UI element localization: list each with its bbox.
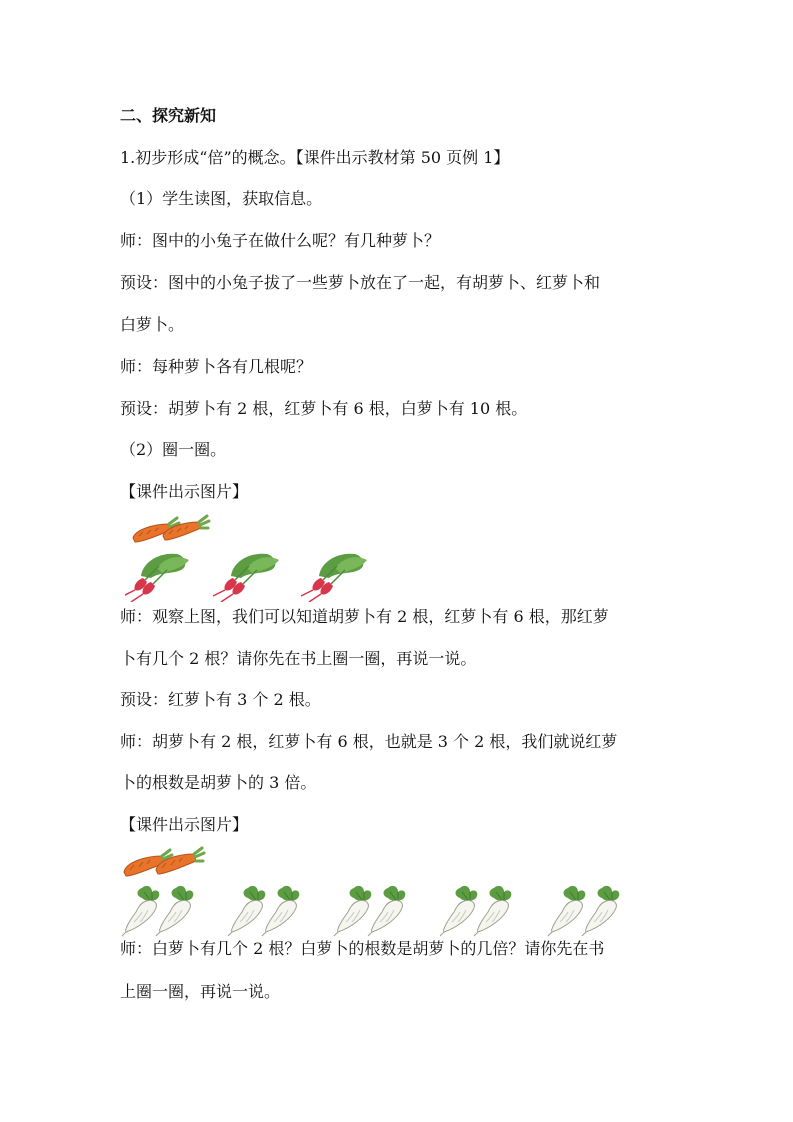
carrot-icon xyxy=(156,848,204,874)
text-line-3: 师：图中的小兔子在做什么呢？有几种萝卜？ xyxy=(120,231,441,250)
text-line-4: 预设：图中的小兔子拔了一些萝卜放在了一起，有胡萝卜、红萝卜和 xyxy=(120,273,601,292)
section-heading: 二、探究新知 xyxy=(120,106,217,125)
red-radish-pair-icon xyxy=(125,554,189,602)
text-line-12: 预设：红萝卜有 3 个 2 根。 xyxy=(120,690,321,709)
white-radish-pair-icon xyxy=(228,886,299,936)
text-line-9: 【课件出示图片】 xyxy=(120,482,249,501)
text-line-1: 1.初步形成“倍”的概念。【课件出示教材第 50 页例 1】 xyxy=(120,148,510,167)
text-line-8: （2）圈一圈。 xyxy=(120,440,227,459)
text-line-10: 师：观察上图，我们可以知道胡萝卜有 2 根，红萝卜有 6 根，那红萝 xyxy=(120,607,609,626)
figure-red-radish xyxy=(125,510,385,602)
figure2-svg xyxy=(118,842,638,940)
figure1-svg xyxy=(125,510,385,602)
red-radish-pair-icon xyxy=(301,554,367,602)
text-line-14: 卜的根数是胡萝卜的 3 倍。 xyxy=(120,773,317,792)
text-line-2: （1）学生读图，获取信息。 xyxy=(120,189,323,208)
text-line-17: 上圈一圈，再说一说。 xyxy=(120,982,281,1001)
text-line-11: 卜有几个 2 根？请你先在书上圈一圈，再说一说。 xyxy=(120,649,477,668)
figure-white-radish xyxy=(118,842,638,940)
white-radish-pair-icon xyxy=(548,886,619,936)
white-radish-pair-icon xyxy=(122,886,193,936)
text-line-15: 【课件出示图片】 xyxy=(120,815,249,834)
text-line-7: 预设：胡萝卜有 2 根，红萝卜有 6 根，白萝卜有 10 根。 xyxy=(120,399,528,418)
text-line-5: 白萝卜。 xyxy=(120,315,185,334)
red-radish-pair-icon xyxy=(213,554,279,602)
text-line-13: 师：胡萝卜有 2 根，红萝卜有 6 根，也就是 3 个 2 根，我们就说红萝 xyxy=(120,732,618,751)
text-line-6: 师：每种萝卜各有几根呢？ xyxy=(120,357,313,376)
white-radish-pair-icon xyxy=(440,886,511,936)
text-line-16: 师：白萝卜有几个 2 根？白萝卜的根数是胡萝卜的几倍？请你先在书 xyxy=(120,939,605,958)
white-radish-pair-icon xyxy=(334,886,405,936)
